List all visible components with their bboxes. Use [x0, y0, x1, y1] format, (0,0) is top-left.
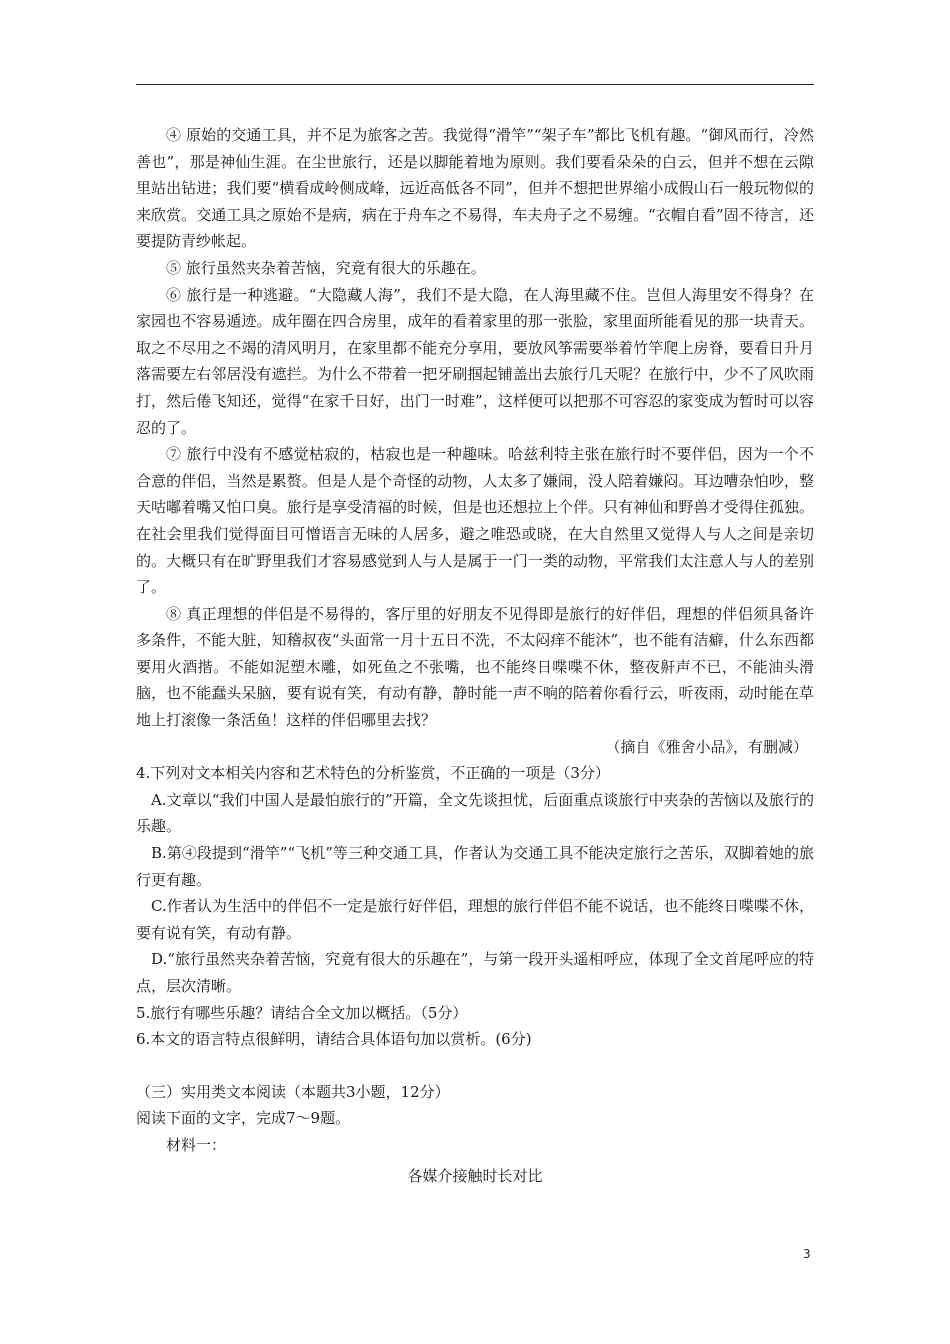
section-3-instruction: 阅读下面的文字，完成7～9题。 — [136, 1109, 351, 1128]
material-1-label: 材料一： — [166, 1135, 227, 1154]
chart-title: 各媒介接触时长对比 — [407, 1166, 543, 1185]
question-4-option-b: B.第④段提到“滑竿”“飞机”等三种交通工具，作者认为交通工具不能决定旅行之苦乐，双脚着她的旅行更有趣。 — [136, 844, 814, 889]
paragraph-5: ⑤ 旅行虽然夹杂着苦恼，究竟有很大的乐趣在。 — [166, 258, 486, 277]
source-citation: （摘自《雅舍小品》，有删减） — [605, 737, 808, 756]
question-5: 5.旅行有哪些乐趣？请结合全文加以概括。（5分） — [136, 1003, 468, 1022]
question-4-option-d: D.“旅行虽然夹杂着苦恼，究竟有很大的乐趣在”，与第一段开头遥相呼应，体现了全文首尾呼应的特点，层次清晰。 — [136, 950, 814, 995]
section-3-title: （三）实用类文本阅读（本题共3小题，12分） — [136, 1082, 450, 1101]
question-4-stem: 4.下列对文本相关内容和艺术特色的分析鉴赏，不正确的一项是（3分） — [136, 764, 610, 783]
header-rule — [136, 84, 814, 85]
section-gap — [136, 1053, 814, 1079]
paragraph-8: ⑧ 真正理想的伴侣是不易得的，客厅里的好朋友不见得即是旅行的好伴侣，理想的伴侣须具备许多条件，不能大脏，知稽叔夜“头面常一月十五日不洗，不太闷痒不能沐”，也不能有洁癖，什么东西都要用火酒揩。不能如泥塑木雕，如死鱼之不张嘴，也不能终日喋喋不休，整夜鼾声不已，不能油头滑脑，也不能蠢头呆脑，要有说有笑，有动有静，静时能一声不响的陪着你看行云，听夜雨，动时能在草地上打滚像一条活鱼！这样的伴侣哪里去找？ — [136, 604, 814, 730]
question-4-option-a: A.文章以“我们中国人是最怕旅行的”开篇，全文先谈担忧，后面重点谈旅行中夹杂的苦恼以及旅行的乐趣。 — [136, 790, 814, 836]
paragraph-7: ⑦ 旅行中没有不感觉枯寂的，枯寂也是一种趣味。哈兹利特主张在旅行时不要伴侣，因为一个不合意的伴侣，当然是累赘。但是人是个奇怪的动物，人太多了嫌闹，没人陪着嫌闷。耳边嘈杂怕吵，整天咕嘟着嘴又怕口臭。旅行是享受清福的时候，但是也还想拉上个伴。只有神仙和野兽才受得住孤独。在社会里我们觉得面目可憎语言无味的人居多，避之唯恐或晓，在大自然里又觉得人与人之间是亲切的。大概只有在旷野里我们才容易感觉到人与人是属于一门一类的动物，平常我们太注意人与人的差别了。 — [136, 445, 814, 597]
paragraph-6: ⑥ 旅行是一种逃避。“大隐藏人海”，我们不是大隐，在人海里藏不住。岂但人海里安不得身？在家园也不容易遁迹。成年圈在四合房里，成年的看着家里的那一张脸，家里面所能看见的那一块青天。取之不尽用之不竭的清风明月，在家里都不能充分享用，要放风筝需要举着竹竿爬上房脊，要看日升月落需要左右邻居没有遮拦。为什么不带着一把牙刷掴起铺盖出去旅行几天呢？在旅行中，少不了风吹雨打，然后倦飞知还，觉得“在家千日好，出门一时难”，这样便可以把那不可容忍的家变成为暂时可以容忍的了。 — [136, 285, 814, 437]
document-body — [136, 122, 814, 1189]
question-4-option-c: C.作者认为生活中的伴侣不一定是旅行好伴侣，理想的旅行伴侣不能不说话，也不能终日喋喋不休，要有说有笑，有动有静。 — [136, 897, 814, 942]
page-number: 3 — [803, 1247, 811, 1261]
question-6: 6.本文的语言特点很鲜明，请结合具体语句加以赏析。(6分) — [136, 1030, 532, 1049]
paragraph-4: ④ 原始的交通工具，并不足为旅客之苦。我觉得“滑竿”“架子车”都比飞机有趣。“御风而行，冷然善也”，那是神仙生涯。在尘世旅行，还是以脚能着地为原则。我们要看朵朵的白云，但并不想在云隙里站出钻进；我们要“横看成岭侧成峰，远近高低各不同”，但并不想把世界缩小成假山石一般玩物似的来欣赏。交通工具之原始不是病，病在于舟车之不易得，车夫舟子之不易缠。“衣帽自看”固不待言，还要提防青纱帐起。 — [136, 126, 814, 251]
